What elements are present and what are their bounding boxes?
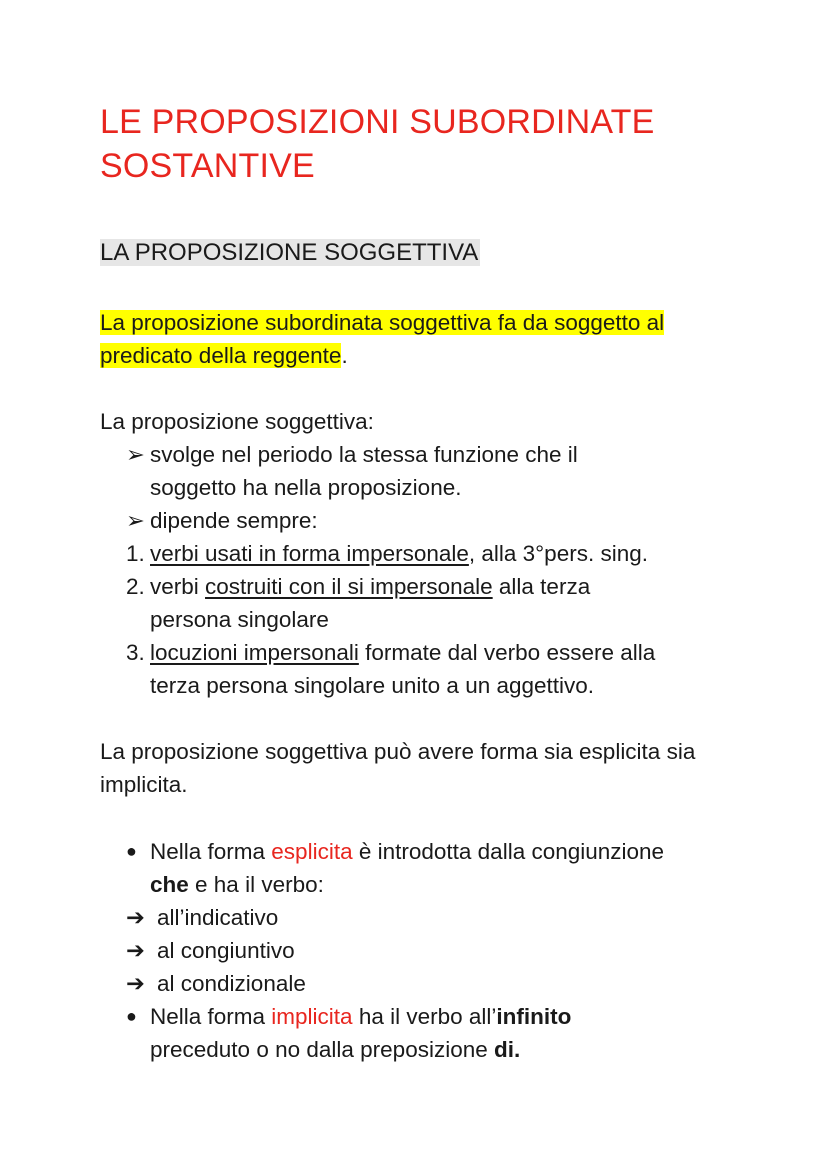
bold-word: di. xyxy=(494,1037,521,1062)
highlight-word: esplicita xyxy=(271,839,353,864)
bold-word: che xyxy=(150,872,189,897)
list-number: 2. xyxy=(126,574,145,599)
list-number: 3. xyxy=(126,640,145,665)
item-rest: formate dal verbo essere alla xyxy=(358,640,656,665)
underlined-phrase: verbi usati in forma impersonale xyxy=(150,541,469,566)
arrow-right-icon: ➔ xyxy=(126,971,145,996)
bold-word: infinito xyxy=(496,1004,572,1029)
arrow-right-icon: ➔ xyxy=(126,905,145,930)
sub-item: all’indicativo xyxy=(157,905,279,930)
bullet-post: ha il verbo all’ xyxy=(352,1004,497,1029)
form-sentence: La proposizione soggettiva può avere forma sia esplicita sia implicita. xyxy=(100,739,696,797)
bullet-icon: ● xyxy=(126,1006,137,1026)
section-heading-text: LA PROPOSIZIONE SOGGETTIVA xyxy=(100,239,479,266)
numbered-item xyxy=(150,570,590,603)
bullet-post: è introdotta dalla congiunzione xyxy=(352,839,665,864)
bullet-line2-rest: preceduto o no dalla preposizione xyxy=(150,1037,494,1062)
page-title: LE PROPOSIZIONI SUBORDINATE SOSTANTIVE xyxy=(100,103,655,185)
list-item-line: dipende sempre: xyxy=(150,508,318,533)
definition-paragraph xyxy=(100,306,760,372)
bullet-line2-rest: e ha il verbo: xyxy=(188,872,324,897)
intro-line: La proposizione soggettiva: xyxy=(100,409,374,434)
bullet-item xyxy=(150,1000,571,1033)
definition-highlight: La proposizione subordinata soggettiva fa da soggetto al predicato della reggente xyxy=(100,310,665,368)
underlined-phrase: locuzioni impersonali xyxy=(150,640,359,665)
bullet-icon: ● xyxy=(126,841,137,861)
arrowhead-icon: ➢ xyxy=(126,508,145,533)
bullet-item-line2 xyxy=(150,1033,520,1066)
sub-item: al congiuntivo xyxy=(157,938,295,963)
numbered-item-line2: persona singolare xyxy=(150,607,329,632)
highlight-word: implicita xyxy=(271,1004,353,1029)
arrow-right-icon: ➔ xyxy=(126,938,145,963)
arrowhead-icon: ➢ xyxy=(126,442,145,467)
list-item-line: svolge nel periodo la stessa funzione che il xyxy=(150,442,578,467)
underlined-phrase: costruiti con il si impersonale xyxy=(205,574,493,599)
numbered-item xyxy=(150,537,648,570)
bullet-pre: Nella forma xyxy=(150,1004,272,1029)
list-number: 1. xyxy=(126,541,145,566)
bullet-item-line2 xyxy=(150,868,324,901)
definition-tail: . xyxy=(341,343,348,368)
item-pre: verbi xyxy=(150,574,206,599)
list-item-line: soggetto ha nella proposizione. xyxy=(150,475,462,500)
numbered-item-line2: terza persona singolare unito a un aggettivo. xyxy=(150,673,595,698)
item-rest: , alla 3°pers. sing. xyxy=(468,541,648,566)
bullet-pre: Nella forma xyxy=(150,839,272,864)
item-rest: alla terza xyxy=(492,574,591,599)
sub-item: al condizionale xyxy=(157,971,306,996)
bullet-item xyxy=(150,835,664,868)
section-heading xyxy=(100,236,480,270)
numbered-item xyxy=(150,636,655,669)
